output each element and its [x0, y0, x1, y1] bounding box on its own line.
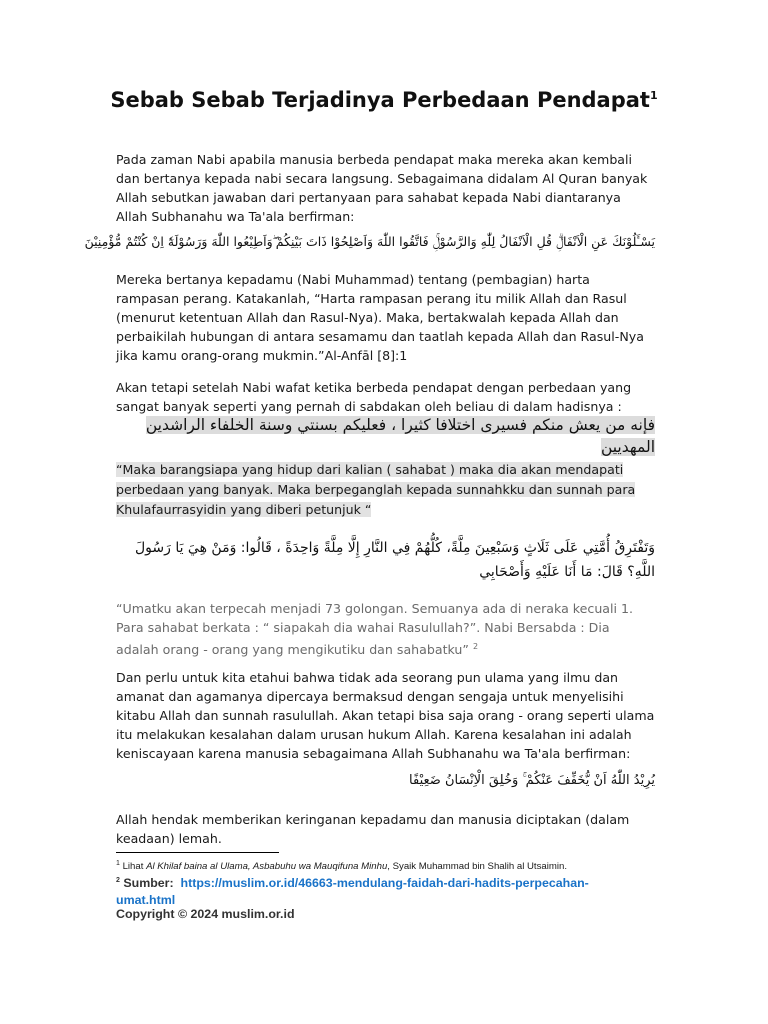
hadith-73-translation [116, 599, 656, 659]
hadith-sunnah-translation-text: “Maka barangsiapa yang hidup dari kalian ( sahabat ) maka dia akan mendapati perbedaan yang banyak. Maka berpeganglah kepada sunnahkku dan sunnah para Khulafaurrasyidin yang diberi petunjuk “ [116, 462, 636, 517]
footnote-ref-2[interactable]: 2 [472, 642, 479, 651]
footnote-1-book: Al Khilaf baina al Ulama, Asbabuhu wa Mauqifuna Minhu [146, 861, 388, 873]
footnote-2-label: Sumber: [123, 876, 174, 891]
hadith-73-arabic: وَتَفْتَرِقُ أُمَّتِي عَلَى ثَلَاثٍ وَسَبْعِينَ مِلَّةً، كُلُّهُمْ فِي النَّارِ إِلَّا مِلَّةً وَاحِدَةً ، قَالُوا: وَمَنْ هِيَ يَا رَسُولَ اللَّهِ؟ قَالَ: مَا أَنَا عَلَيْهِ وَأَصْحَابِي [134, 540, 655, 580]
footnote-2 [116, 872, 636, 909]
after-prophet-paragraph: Akan tetapi setelah Nabi wafat ketika berbeda pendapat dengan perbedaan yang sangat banyak seperti yang pernah di sabdakan oleh beliau di dalam hadisnya : [116, 380, 632, 414]
verse-nisa-arabic: يُرِيْدُ اللّٰهُ اَنْ يُّخَفِّفَ عَنْكُمْ ۚ وَخُلِقَ الْاِنْسَانُ ضَعِيْفًا [409, 773, 655, 788]
verse-nisa-translation: Allah hendak memberikan keringanan kepadamu dan manusia diciptakan (dalam keadaan) lemah. [116, 812, 630, 846]
footnote-2-mark: 2 [116, 877, 120, 884]
footnote-1-mark: 1 [116, 860, 120, 867]
source-link[interactable]: https://muslim.or.id/46663-mendulang-faidah-dari-hadits-perpecahan-umat.html [116, 876, 589, 908]
footnote-1-suffix: , Syaik Muhammad bin Shalih al Utsaimin. [387, 861, 567, 873]
scholars-paragraph: Dan perlu untuk kita etahui bahwa tidak ada seorang pun ulama yang ilmu dan amanat dan agamanya dipercaya bermaksud dengan sengaja untuk menyelisihi kitabu Allah dan sunnah rasulullah. Akan tetapi bisa saja orang - orang seperti ulama itu melakukan kesalahan dalam urusan hukum Allah. Karena kesalahan ini adalah keniscayaan karena manusia sebagaimana Allah Subhanahu wa Ta'ala berfirman: [116, 670, 655, 761]
verse-anfal-arabic: يَسْـَٔلُوْنَكَ عَنِ الْاَنْفَالِۗ قُلِ الْاَنْفَالُ لِلّٰهِ وَالرَّسُوْلِۚ فَاتَّقُوا اللّٰهَ وَاَصْلِحُوْا ذَاتَ بَيْنِكُمْ ۖوَاَطِيْعُوا اللّٰهَ وَرَسُوْلَهٗٓ اِنْ كُنْتُمْ مُّؤْمِنِيْنَ [84, 234, 655, 249]
hadith-sunnah-arabic [110, 414, 655, 458]
footnote-1-prefix: Lihat [122, 861, 147, 873]
page-title [0, 88, 768, 112]
verse-anfal-translation: Mereka bertanya kepadamu (Nabi Muhammad) tentang (pembagian) harta rampasan perang. Katakanlah, “Harta rampasan perang itu milik Allah dan Rasul (menurut ketentuan Allah dan Rasul-Nya). Maka, bertakwalah kepada Allah dan perbaikilah hubungan di antara sesamamu dan taatlah kepada Allah dan Rasul-Nya jika kamu orang-orang mukmin.”Al-Anfāl [8]:1 [116, 272, 644, 363]
intro-paragraph: Pada zaman Nabi apabila manusia berbeda pendapat maka mereka akan kembali dan bertanya kepada nabi secara langsung. Sebagaimana didalam Al Quran banyak Allah sebutkan jawaban dari pertanyaan para sahabat kepada Nabi diantaranya Allah Subhanahu wa Ta'ala berfirman: [116, 152, 648, 224]
hadith-sunnah-translation [116, 460, 656, 520]
footnote-ref-1[interactable]: 1 [649, 89, 658, 102]
page-title-text: Sebab Sebab Terjadinya Perbedaan Pendapat [110, 88, 650, 112]
footnote-separator [116, 852, 279, 853]
hadith-73-translation-text: “Umatku akan terpecah menjadi 73 golongan. Semuanya ada di neraka kecuali 1. Para sahabat berkata : “ siapakah dia wahai Rasulullah?”. Nabi Bersabda : Dia adalah orang - orang yang mengikutiku dan sahabatku” [116, 601, 634, 658]
hadith-sunnah-arabic-text: فإنه من يعش منكم فسيرى اختلافا كثيرا ، فعليكم بسنتي وسنة الخلفاء الراشدين المهديين [145, 416, 655, 456]
copyright-notice: Copyright © 2024 muslim.or.id [116, 907, 295, 921]
